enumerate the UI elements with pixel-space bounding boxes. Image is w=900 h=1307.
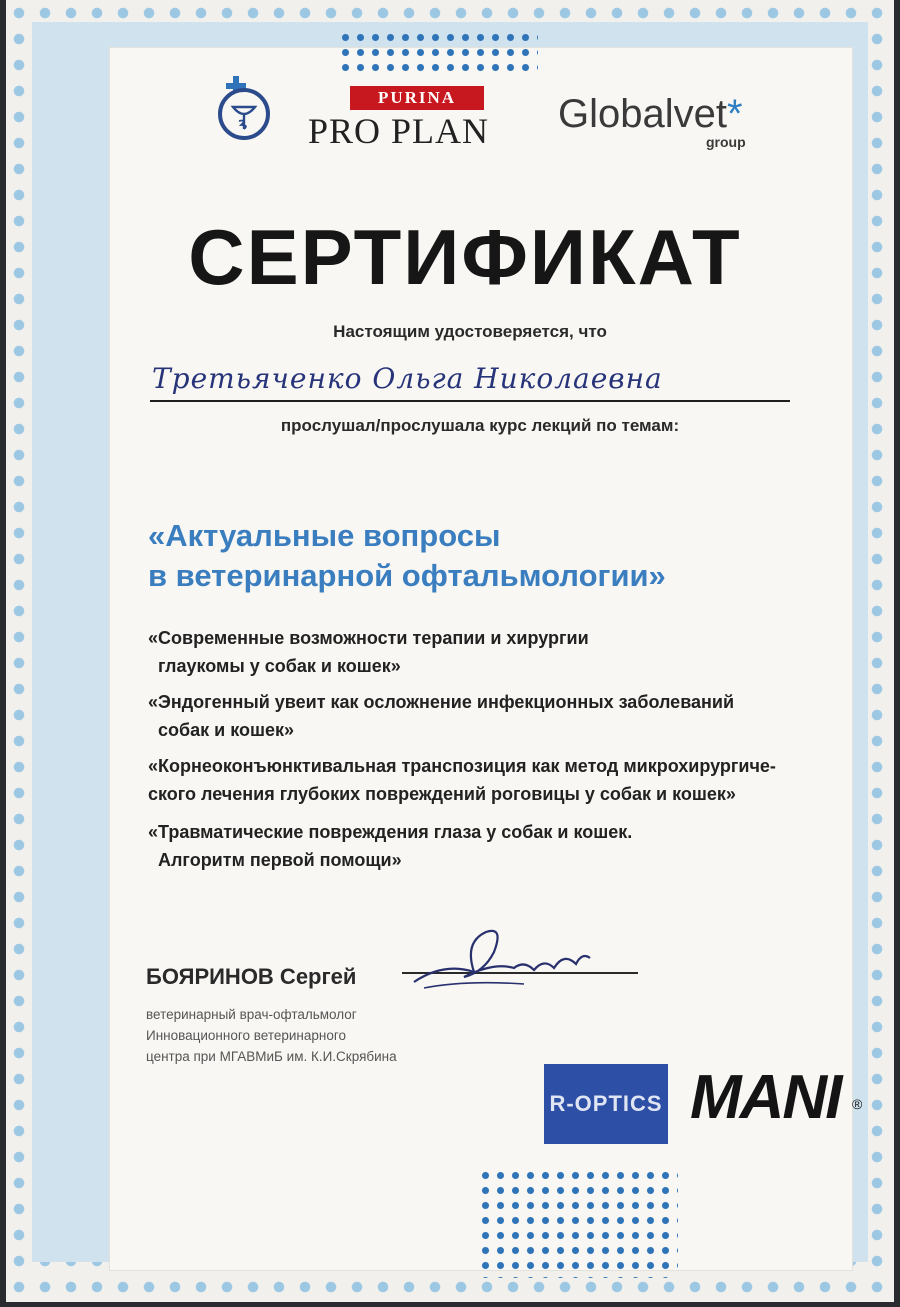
handwritten-signature [404,922,594,1000]
globalvet-group-label: group [706,134,746,150]
course-title [148,516,666,596]
recipient-name-line [150,400,790,402]
globalvet-star: * [726,92,743,136]
topic-line-1: «Эндогенный увеит как осложнение инфекционных заболеваний [148,692,735,712]
topic-line-1: «Травматические повреждения глаза у собак и кошек. [148,822,633,842]
globalvet-logo [558,92,743,137]
signer-name: БОЯРИНОВ Сергей [146,964,357,989]
topic-line-2: глаукомы у собак и кошек» [158,656,401,676]
listened-text: прослушал/прослушала курс лекций по темам: [280,416,680,435]
course-title-line-2: в ветеринарной офтальмологии» [148,558,666,593]
topic-line-1: «Корнеоконъюнктивальная транспозиция как метод микрохирургиче- [148,756,776,776]
mani-logo: MANI [690,1063,841,1132]
decorative-dots-top [338,30,538,75]
attest-text: Настоящим удостоверяется, что [333,322,607,341]
certificate-title: СЕРТИФИКАТ [188,213,742,301]
topic-line-1: «Современные возможности терапии и хирургии [148,628,589,648]
topic-line-2: собак и кошек» [158,720,295,740]
topic-item [148,688,734,744]
purina-logo: PURINA [350,86,484,110]
topic-item [148,624,589,680]
mani-registered-mark: ® [852,1096,863,1112]
recipient-name-handwritten: Третьяченко Ольга Николаевна [152,362,663,395]
signer-description-line: Инновационного ветеринарного [146,1028,346,1043]
topic-item [148,752,776,808]
logo-row [0,82,900,152]
topic-line-2: ского лечения глубоких повреждений роговицы у собак и кошек» [148,784,736,804]
roptics-logo: R-OPTICS [544,1064,668,1144]
course-title-line-1: «Актуальные вопросы [148,518,501,553]
globalvet-text: Globalvet [558,92,727,136]
signer-description [146,1004,397,1067]
bowl-of-hygieia-icon [229,97,259,131]
topic-item [148,818,632,874]
signer-description-line: ветеринарный врач-офтальмолог [146,1007,357,1022]
decorative-dots-bottom [478,1168,678,1278]
proplan-logo: PRO PLAN [308,111,490,151]
vet-emblem-logo [218,88,270,140]
signer-description-line: центра при МГАВМиБ им. К.И.Скрябина [146,1049,397,1064]
topic-line-2: Алгоритм первой помощи» [158,850,402,870]
